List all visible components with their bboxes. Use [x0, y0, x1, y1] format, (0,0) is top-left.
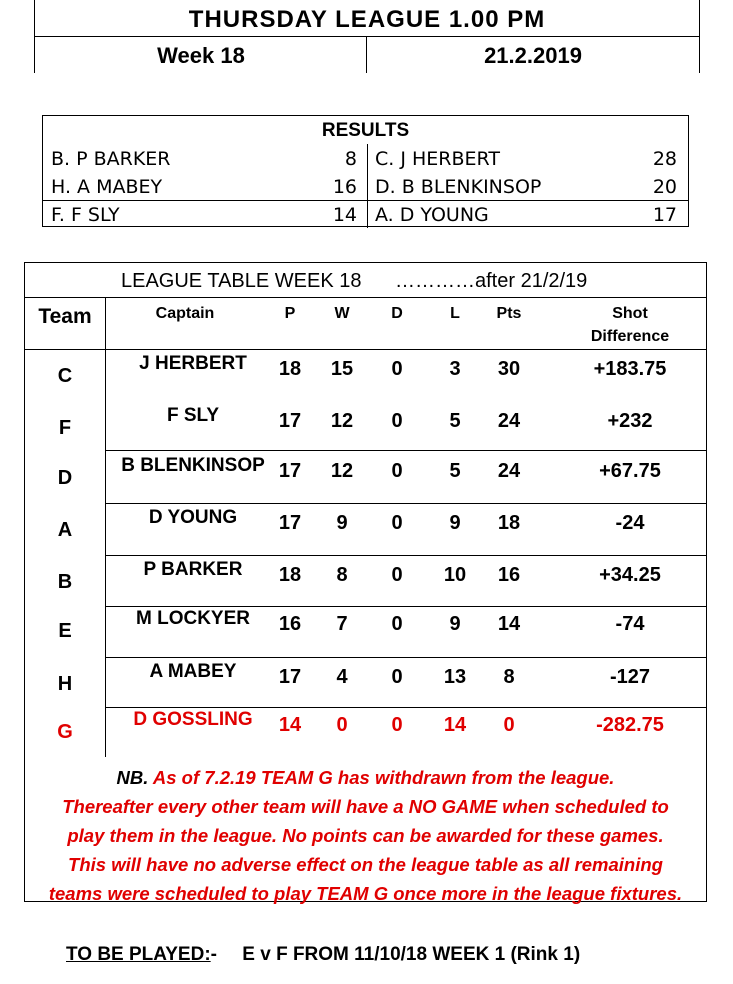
cell-w: 7: [336, 613, 348, 635]
cell-pts: 24: [497, 410, 521, 432]
cell-captain: A MABEY: [149, 661, 237, 682]
results-title: RESULTS: [321, 120, 410, 141]
note-line-5: teams were scheduled to play TEAM G once more in the league fixtures.: [48, 883, 683, 904]
cell-team: B: [57, 571, 73, 593]
cell-l: 9: [449, 512, 461, 534]
cell-w: 15: [330, 358, 354, 380]
result-team-home: B. P BARKER: [51, 148, 171, 170]
cell-shot: -282.75: [596, 714, 664, 736]
cell-l: 14: [443, 714, 467, 736]
cell-pts: 8: [503, 666, 515, 688]
result-team-home: H. A MABEY: [51, 176, 163, 198]
cell-w: 4: [336, 666, 348, 688]
row-divider: [105, 450, 707, 451]
row-divider: [105, 707, 707, 708]
row-divider: [105, 657, 707, 658]
cell-d: 0: [391, 358, 403, 380]
note-line-1: [25, 763, 706, 792]
cell-w: 12: [330, 460, 354, 482]
cell-l: 13: [443, 666, 467, 688]
cell-d: 0: [391, 410, 403, 432]
col-header-team: Team: [25, 297, 105, 350]
cell-p: 17: [278, 666, 302, 688]
cell-captain: M LOCKYER: [136, 608, 250, 629]
result-team-away: C. J HERBERT: [375, 148, 500, 170]
cell-p: 17: [278, 512, 302, 534]
cell-pts: 16: [497, 564, 521, 586]
result-score-home: 14: [332, 204, 357, 226]
cell-d: 0: [391, 714, 403, 736]
league-table: [24, 262, 707, 902]
result-row: [43, 172, 688, 200]
col-header-pts: Pts: [496, 305, 522, 322]
league-table-title: [25, 263, 706, 298]
note-nb: NB.: [116, 767, 149, 788]
cell-team: G: [57, 721, 73, 743]
row-divider: [105, 555, 707, 556]
withdrawal-note: [25, 763, 706, 908]
cell-p: 17: [278, 410, 302, 432]
cell-d: 0: [391, 460, 403, 482]
to-be-played-text: E v F FROM 11/10/18 WEEK 1 (Rink 1): [242, 944, 581, 965]
cell-shot: +67.75: [599, 460, 661, 482]
results-table: [42, 115, 689, 227]
cell-d: 0: [391, 666, 403, 688]
to-be-played-dash: -: [210, 944, 217, 965]
cell-shot: +34.25: [599, 564, 661, 586]
cell-l: 5: [449, 410, 461, 432]
col-header-p: P: [284, 305, 296, 322]
result-score-away: 28: [652, 148, 677, 170]
cell-d: 0: [391, 564, 403, 586]
cell-pts: 18: [497, 512, 521, 534]
cell-p: 14: [278, 714, 302, 736]
league-title-text: LEAGUE TABLE WEEK 18: [121, 270, 362, 292]
cell-team: E: [58, 620, 72, 642]
result-team-home: F. F SLY: [51, 204, 120, 226]
result-team-away: D. B BLENKINSOP: [375, 176, 542, 198]
col-header-captain: Captain: [155, 305, 215, 322]
cell-shot: +183.75: [593, 358, 667, 380]
cell-team: C: [57, 365, 73, 387]
cell-shot: -74: [615, 613, 645, 635]
cell-shot: -127: [609, 666, 651, 688]
cell-captain: J HERBERT: [139, 353, 247, 374]
result-row: [43, 200, 688, 228]
cell-team: F: [58, 417, 72, 439]
cell-w: 0: [336, 714, 348, 736]
cell-team: A: [57, 519, 73, 541]
cell-p: 18: [278, 564, 302, 586]
note-line-2: Thereafter every other team will have a NO GAME when scheduled to: [62, 796, 669, 817]
to-be-played: [66, 944, 580, 966]
league-subtitle-text: …………after 21/2/19: [395, 270, 588, 292]
cell-p: 18: [278, 358, 302, 380]
cell-d: 0: [391, 613, 403, 635]
result-score-away: 17: [652, 204, 677, 226]
cell-captain: B BLENKINSOP: [121, 455, 265, 476]
note-line-4: This will have no adverse effect on the league table as all remaining: [68, 854, 663, 875]
cell-p: 16: [278, 613, 302, 635]
result-score-home: 8: [344, 148, 357, 170]
to-be-played-label: TO BE PLAYED:: [66, 944, 211, 965]
result-score-away: 20: [652, 176, 677, 198]
cell-shot: +232: [607, 410, 653, 432]
cell-captain: D YOUNG: [148, 507, 238, 528]
row-divider: [105, 503, 707, 504]
cell-w: 9: [336, 512, 348, 534]
cell-pts: 30: [497, 358, 521, 380]
cell-pts: 24: [497, 460, 521, 482]
date-label: 21.2.2019: [366, 37, 700, 73]
col-header-difference: Difference: [590, 328, 670, 345]
col-header-w: W: [334, 305, 350, 322]
cell-team: D: [57, 467, 73, 489]
cell-d: 0: [391, 512, 403, 534]
cell-pts: 14: [497, 613, 521, 635]
page-title: THURSDAY LEAGUE 1.00 PM: [34, 0, 700, 37]
col-header-d: D: [391, 305, 403, 322]
cell-captain: P BARKER: [143, 559, 243, 580]
cell-p: 17: [278, 460, 302, 482]
cell-l: 5: [449, 460, 461, 482]
cell-w: 8: [336, 564, 348, 586]
note-line-3: play them in the league. No points can be awarded for these games.: [67, 825, 664, 846]
team-column-divider: [105, 297, 106, 757]
cell-pts: 0: [503, 714, 515, 736]
row-divider: [105, 606, 707, 607]
cell-w: 12: [330, 410, 354, 432]
result-row: [43, 144, 688, 172]
cell-team: H: [57, 673, 73, 695]
week-label: Week 18: [34, 37, 367, 73]
result-team-away: A. D YOUNG: [375, 204, 489, 226]
cell-captain: F SLY: [166, 405, 220, 426]
result-score-home: 16: [332, 176, 357, 198]
cell-l: 3: [449, 358, 461, 380]
note-text-1: As of 7.2.19 TEAM G has withdrawn from the league.: [152, 767, 615, 788]
cell-l: 10: [443, 564, 467, 586]
cell-captain: D GOSSLING: [133, 709, 253, 730]
col-header-l: L: [450, 305, 460, 322]
cell-l: 9: [449, 613, 461, 635]
cell-shot: -24: [615, 512, 645, 534]
col-header-shot: Shot: [612, 305, 648, 322]
